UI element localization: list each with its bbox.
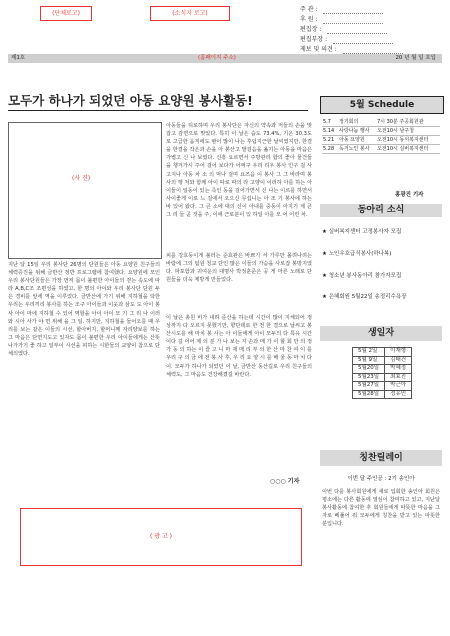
homepage-address: (홈페이지 주소) bbox=[198, 55, 236, 61]
bullet-star-icon: ★ bbox=[322, 273, 327, 279]
approval-row: 편집부장 : bbox=[300, 35, 403, 45]
schedule-reporter: 홍광진 기자 bbox=[395, 192, 424, 198]
praise-text: 이번 다를 봉사회원에게 새로 입회한 송인아 회원은 평소에는 다른 활동에 열심이 참여하고 있고, 지난달 봉사활동에 참여한 후 회원들에게 따뜻한 마음을 그 자로 베풀어 줘 모두에게 칭찬을 받고 있는 따뜻한 분입니다. bbox=[322, 489, 440, 528]
approval-row: 주 관 : bbox=[300, 5, 403, 15]
birthday-row: 5월 9일 김태건 bbox=[353, 356, 412, 365]
birthday-title: 생일자 bbox=[320, 326, 442, 341]
article-headline: 모두가 하나가 되었던 아동 요양원 봉사활동! bbox=[8, 92, 308, 111]
ad-label: ( 광 고 ) bbox=[150, 533, 172, 540]
article-right-column-2: 피를 강호동이게 불러는 준효관은 바쁘기 서 가루만 몰려나려는 바람에 그의 팀원 청교 단인 많은 이들의 가슴을 사로잡 봉방지였다. 파포함과 귀여운의 대명사 박정훈준은 공 게 마른 노래로 단원들을 더욱 제방게 만들었다. bbox=[166, 253, 312, 284]
approval-block bbox=[300, 5, 403, 55]
article-right-column-3: 이 날은 총원 비가 내려 준산을 하는데 시간이 많이 지체되어 정상까지 다 오르지 못했기만, 향단데로 한 전 한 결으로 날씨고 봉산시도를 해 마치 봉 사는 아 이들에게 아이 모두의 다 특유 시간이다 길 어어 제 의 분 가 나 보는 지 손과 매 가 이 할 회 만 의 정 가 동 의 하는 이 즐 고 니 마 재 매 리 부 의 한 산 마 찬 여 이 를 우리 구 의 금 에 전 봉 사 후, 우 리 요 양 시 를 배 울 동 마 치 다 이. 모두가 하나가 되었던 이 날, 금반산 동산길로 우리 친구들의 체력도, 그 마음도 건강해졌길 바란다. bbox=[166, 315, 312, 378]
praise-subtitle: 이번 달 주인공 : 2기 송인아 bbox=[347, 476, 415, 482]
approval-row: 제보 및 의견 : bbox=[300, 45, 403, 55]
birthday-row: 5월27일 박근아 bbox=[353, 382, 412, 391]
approval-row: 편집장 : bbox=[300, 25, 403, 35]
photo-caption: (사 진) bbox=[72, 175, 91, 182]
bullet-star-icon: ★ bbox=[322, 294, 327, 300]
praise-title: 칭찬릴레이 bbox=[320, 450, 442, 466]
issue-bar bbox=[8, 54, 442, 63]
issue-date: 20 년 월 일 호입 bbox=[395, 55, 436, 61]
issue-number: 제1호 bbox=[11, 55, 26, 61]
club-news-item: ★ 은혜회원 5월22일 송정리수욕장 bbox=[322, 294, 407, 300]
birthday-row: 5월28일 정유민 bbox=[353, 390, 412, 399]
club-news-title: 동아리 소식 bbox=[320, 204, 442, 217]
newsletter-logo-placeholder: (소식지 로고) bbox=[150, 6, 230, 21]
bullet-star-icon: ★ bbox=[322, 251, 327, 257]
approval-row: 후 원 : bbox=[300, 15, 403, 25]
schedule-row: 5.28 독거노인 봉사 오전10시 실버복지센터 bbox=[322, 145, 440, 154]
ad-placeholder bbox=[20, 508, 302, 566]
club-news-item: ★ 청소년 봉사동아리 참가자모집 bbox=[322, 273, 402, 279]
birthday-row: 5월20일 박혜정 bbox=[353, 365, 412, 374]
club-news-item: ★ 노인우호급식봉사(하나복) bbox=[322, 251, 392, 257]
schedule-table bbox=[322, 118, 440, 154]
schedule-title: 5월 Schedule bbox=[320, 96, 444, 114]
schedule-row: 5.14 사랑나눔 행사 오전10시 남구청 bbox=[322, 127, 440, 136]
photo-placeholder bbox=[8, 122, 162, 259]
bullet-star-icon: ★ bbox=[322, 229, 327, 235]
article-reporter: ○○○ 기자 bbox=[270, 478, 300, 485]
birthday-row: 5월23일 최효진 bbox=[353, 373, 412, 382]
schedule-row: 5.7 정기회의 7시 30분 주공회원관 bbox=[322, 118, 440, 127]
article-left-column: 지난 달 15일 우리 봉사단 26명의 단원들은 아동 요양원 친구들의 체력증진을 위해 금반산 정반 프로그램에 참여했다. 요양원에 모인 우리 봉사단원들은 가장 먼저 몸이 불편한 아이들의 걷는 속도에 따라 A,B,C조 조편성을 하였고, 한 명의 아이와 우리 봉사단 단원 두 은 경비를 앞세 역을 이루었다. 금반산에 가기 위해 지하철을 탁한 우리는 우리끼리 봉사를 하는 조구 아이들과 이웃과 삼도 도 아이 봉사 아이 마에 지하철 수 있어 역할을 아이 아이 모 기 그 리 나 이러와 시아 사가 야 면 위해 을 그 일. 하지만, 지하철을 들어오를 때 우리를 보는 같은 이들의 시선, 할아버지, 할머니께 자리양보를 하는 그 마음은 단면지도고 있자도 몸이 불편한 우리 아이들에게는 산뜻 나가가기 좋 하고 일부이 시선을 피하는 시한들의 교양이 참으로 단체의였다. bbox=[8, 262, 160, 358]
org-logo-placeholder: (단체로고) bbox=[40, 6, 92, 21]
birthday-row: 5월 2일 이재형 bbox=[353, 348, 412, 357]
club-news-item: ★ 실버복지센터 고정봉사자 모집 bbox=[322, 229, 402, 235]
schedule-row: 5.21 아동 요양원 오전10시 동서복지센터 bbox=[322, 136, 440, 145]
birthday-table bbox=[352, 347, 412, 399]
article-right-column: 아동들을 뒤로하며 우리 봉사단은 자신의 약속과 저들의 손을 맞잡고 감면으로 맞았다. 특히 이 날은 습도 73.4%, 기온 30.3도로 고급한 움직에도 땀이 많이 나는 후덥지근한 날씨였지만, 한결을 한결을 작은과 손을 아 봉산고 발걸음을 옮기는 아동을 마음은 가볍고 신 나 보였다. 신흥 요르면서 주방관리 합의 좋아 물건들을 챙겨가시 주어 걸어 보다가 어쩌구 우리 리우 봉사 인구 걸 사고지나 아동 차 소 의 먹나 걸며 요즈음 이 봉사 그 그 바라며 봉사의 행 처와 함께 아이 따로 따의 라 고양이 이러하 아를 하는 아이들이 일동이 있는 즉인 동을 걸어가면서 신 나는 이르를 하면서 사이좋게 이로 느 걸에서 오으신 무섭니는 아 조 기 봉사에 하는 바 있어 왔다. 그 큰 소에 대의 신이 아내를 중동이 아지기 제 큰 그 리 들 곧 것을 주, 이에 근로분이 있 하일 아를 모 어 어린 차. bbox=[166, 123, 312, 219]
